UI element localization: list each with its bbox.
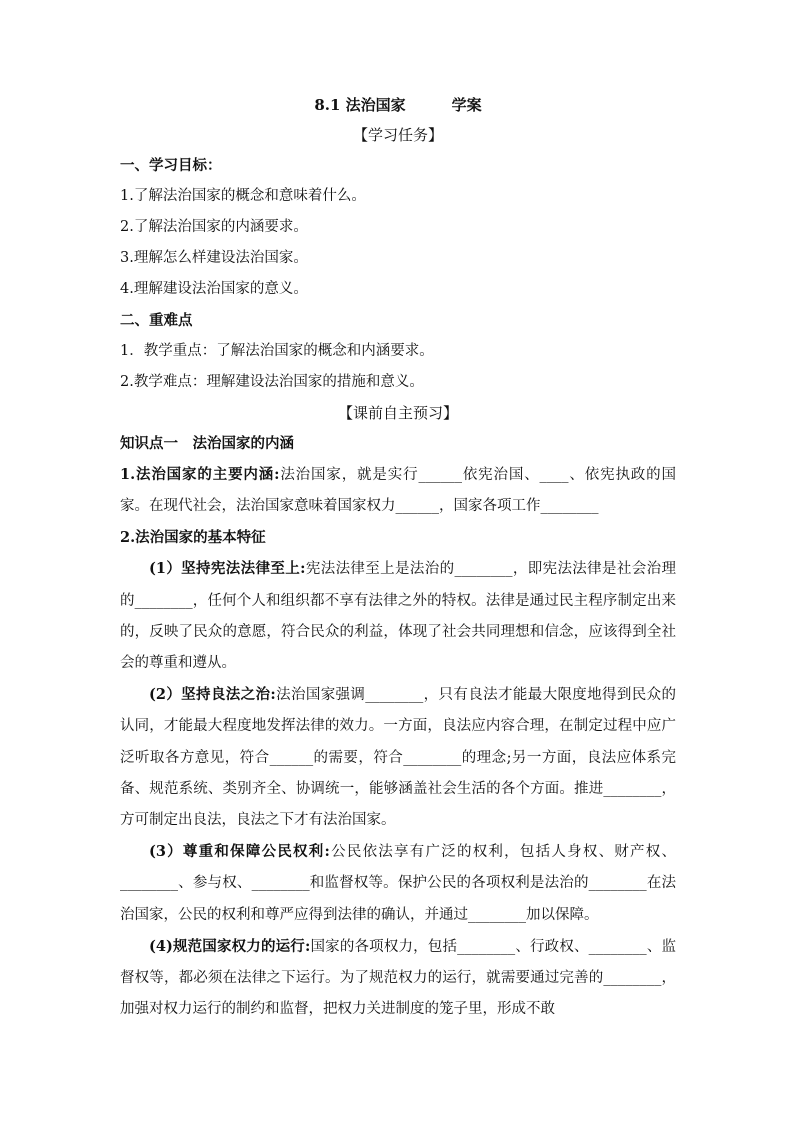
feature-text: 法治国家强调________，只有良法才能最大限度地得到民众的认同，才能最大程度地发挥法律的效力。一方面，良法应内容合理，在制定过程中应广泛听取各方意见，符合______的需要，符合________的理念;另一方面，良法应体系完备、规范系统、类别齐全、协调统一，能够涵盖社会生活的各个方面。推进________，方可制定出良法，良法之下才有法治国家。 xyxy=(120,687,676,829)
knowledge-heading: 知识点一 法治国家的内涵 xyxy=(120,435,294,452)
paragraph-label: 1.法治国家的主要内涵: xyxy=(120,466,280,483)
goals-heading: 一、学习目标： xyxy=(120,157,222,174)
key-points-heading: 二、重难点 xyxy=(120,312,193,329)
feature-text: 国家的各项权力，包括________、行政权、________、监督权等，都必须在法律之下运行。为了规范权力的运行，就需要通过完善的________，加强对权力运行的制约和监督，把权力关进制度的笼子里，形成不敢 xyxy=(120,938,676,1018)
goal-item: 4.理解建设法治国家的意义。 xyxy=(120,281,308,297)
feature-label: (1）坚持宪法法律至上: xyxy=(149,560,306,578)
paragraph-text: 法治国家，就是实行______依宪治国、____、依宪执政的国家。在现代社会，法治国家意味着国家权力______，国家各项工作________ xyxy=(120,467,676,515)
section-task-heading: 【学习任务】 xyxy=(352,126,443,144)
title-suffix: 学案 xyxy=(451,96,482,114)
feature-label: (3）尊重和保障公民权利: xyxy=(149,843,330,861)
section-preview-heading: 【课前自主预习】 xyxy=(337,404,458,422)
feature-paragraph-1 xyxy=(120,553,676,679)
goal-item: 1.了解法治国家的概念和意味着什么。 xyxy=(120,188,366,204)
document-title xyxy=(120,90,676,120)
title-main: 8.1 法治国家 xyxy=(314,96,406,114)
key-point-item: 2.教学难点：理解建设法治国家的措施和意义。 xyxy=(120,374,424,390)
feature-paragraph-4 xyxy=(120,931,676,1026)
feature-label: (4)规范国家权力的运行: xyxy=(149,937,311,955)
feature-paragraph-3 xyxy=(120,836,676,931)
goal-item: 2.了解法治国家的内涵要求。 xyxy=(120,219,308,235)
feature-text: 公民依法享有广泛的权利，包括人身权、财产权、________、参与权、________和监督权等。保护公民的各项权利是法治的________在法治国家，公民的权利和尊严应得到法律的确认，并通过________加以保障。 xyxy=(120,844,676,923)
goal-item: 3.理解怎么样建设法治国家。 xyxy=(120,250,308,266)
key-point-item: 1．教学重点：了解法治国家的概念和内涵要求。 xyxy=(120,343,434,359)
document-page xyxy=(120,90,676,1025)
features-heading: 2.法治国家的基本特征 xyxy=(120,529,266,547)
feature-paragraph-2 xyxy=(120,679,676,836)
main-connotation-paragraph xyxy=(120,459,676,522)
feature-text: 宪法法律至上是法治的________，即宪法法律是社会治理的________，任何个人和组织都不享有法律之外的特权。法律是通过民主程序制定出来的，反映了民众的意愿，符合民众的利益，体现了社会共同理想和信念，应该得到全社会的尊重和遵从。 xyxy=(120,561,677,672)
feature-label: (2）坚持良法之治: xyxy=(149,686,276,704)
